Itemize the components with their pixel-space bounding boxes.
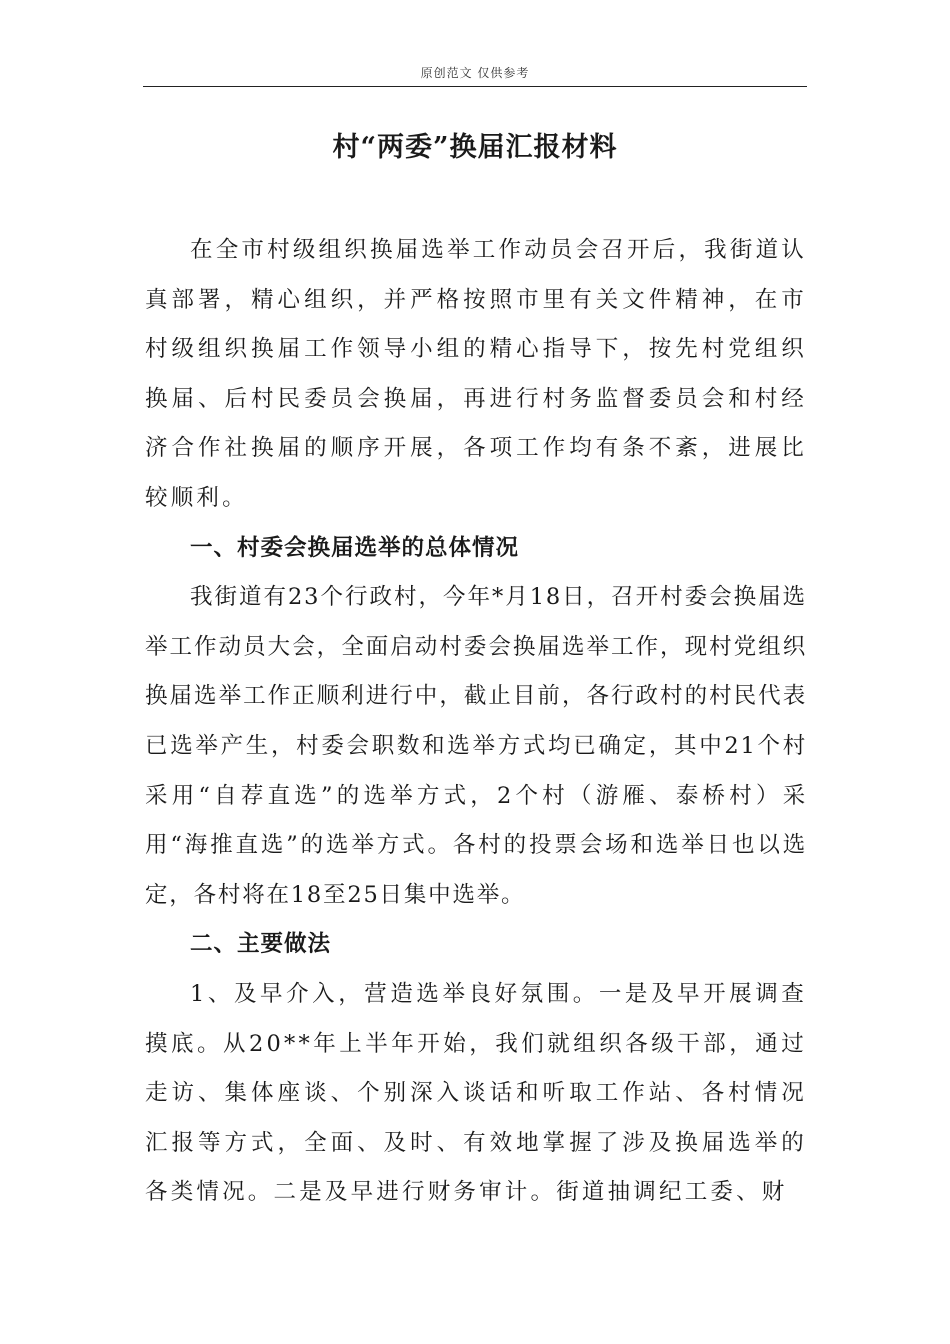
document-title: 村“两委”换届汇报材料 — [332, 132, 618, 163]
section-2-heading: 二、主要做法 — [190, 931, 332, 958]
header-text: 原创范文 仅供参考 — [420, 66, 530, 80]
page-header — [143, 62, 807, 87]
section-2-paragraph: 1、及早介入，营造选举良好氛围。一是及早开展调查摸底。从20**年上半年开始，我们就组织各级干部，通过走访、集体座谈、个别深入谈话和听取工作站、各村情况汇报等方式，全面、及时、有效地掌握了涉及换届选举的各类情况。二是及早进行财务审计。街道抽调纪工委、财 — [145, 980, 807, 1206]
section-1-heading: 一、村委会换届选举的总体情况 — [190, 534, 520, 561]
section-1-paragraph: 我街道有23个行政村，今年*月18日，召开村委会换届选举工作动员大会，全面启动村委会换届选举工作，现村党组织换届选举工作正顺利进行中，截止目前，各行政村的村民代表已选举产生，村委会职数和选举方式均已确定，其中21个村采用“自荐直选”的选举方式，2个村（游雁、泰桥村）采用“海推直选”的选举方式。各村的投票会场和选举日也以选定，各村将在18至25日集中选举。 — [145, 584, 807, 908]
intro-paragraph: 在全市村级组织换届选举工作动员会召开后，我街道认真部署，精心组织，并严格按照市里有关文件精神，在市村级组织换届工作领导小组的精心指导下，按先村党组织换届、后村民委员会换届，再进行村务监督委员会和村经济合作社换届的顺序开展，各项工作均有条不紊，进展比较顺利。 — [145, 237, 807, 511]
document-body — [145, 226, 807, 1218]
